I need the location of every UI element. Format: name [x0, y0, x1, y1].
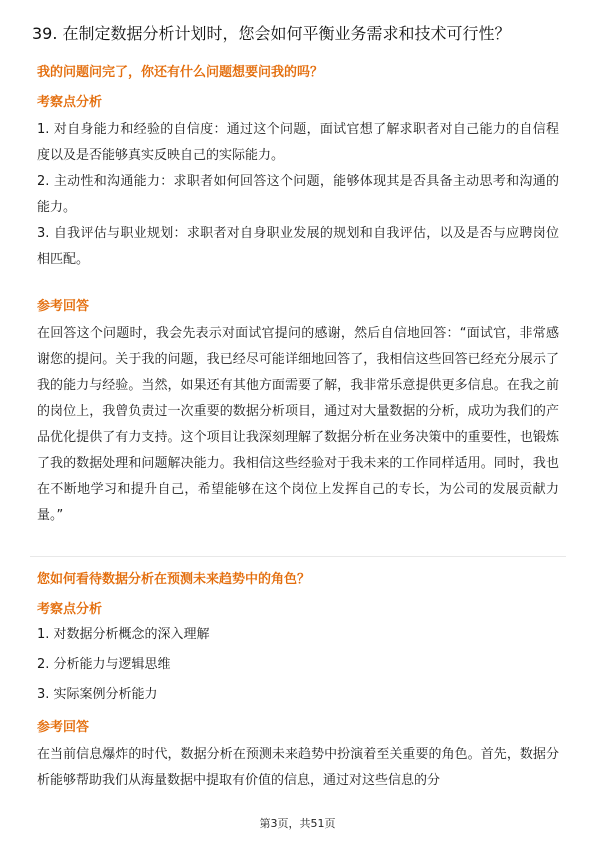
section1-answer: 在回答这个问题时，我会先表示对面试官提问的感谢，然后自信地回答：“面试官，非常感谢您的提问。关于我的问题，我已经尽可能详细地回答了，我相信这些回答已经充分展示了我的能力与经验。当然，如果还有其他方面需要了解，我非常乐意提供更多信息。在我之前的岗位上，我曾负责过一次重要的数据分析项目，通过对大量数据的分析，成功为我们的产品优化提供了有力支持。这个项目让我深刻理解了数据分析在业务决策中的重要性，也锻炼了我的数据处理和问题解决能力。我相信这些经验对于我未来的工作同样适用。同时，我也在不断地学习和提升自己，希望能够在这个岗位上发挥自己的专长，为公司的发展贡献力量。” [37, 326, 559, 523]
page-footer: 第3页，共51页 [259, 817, 336, 830]
section2-answer: 在当前信息爆炸的时代，数据分析在预测未来趋势中扮演着至关重要的角色。首先，数据分析能够帮助我们从海量数据中提取有价值的信息，通过对这些信息的分 [37, 747, 559, 788]
section1-analysis-label: 考察点分析 [37, 95, 103, 110]
question-title: 39. 在制定数据分析计划时，您会如何平衡业务需求和技术可行性？ [32, 24, 511, 43]
section1-point-1: 1. 对自身能力和经验的自信度：通过这个问题，面试官想了解求职者对自己能力的自信程度以及是否能够真实反映自己的实际能力。 [37, 122, 559, 163]
section2-point-3: 3. 实际案例分析能力 [37, 687, 158, 702]
section1-question: 我的问题问完了，你还有什么问题想要问我的吗？ [37, 65, 324, 80]
section-divider [30, 556, 566, 557]
section2-analysis-label: 考察点分析 [37, 602, 103, 617]
section2-question: 您如何看待数据分析在预测未来趋势中的角色？ [37, 572, 311, 587]
section2-point-2: 2. 分析能力与逻辑思维 [37, 657, 171, 672]
section1-point-2: 2. 主动性和沟通能力：求职者如何回答这个问题，能够体现其是否具备主动思考和沟通的能力。 [37, 174, 559, 215]
section1-point-3: 3. 自我评估与职业规划：求职者对自身职业发展的规划和自我评估，以及是否与应聘岗位相匹配。 [37, 226, 559, 267]
section2-point-1: 1. 对数据分析概念的深入理解 [37, 627, 210, 642]
section2-answer-label: 参考回答 [37, 720, 90, 735]
section1-answer-label: 参考回答 [37, 299, 90, 314]
